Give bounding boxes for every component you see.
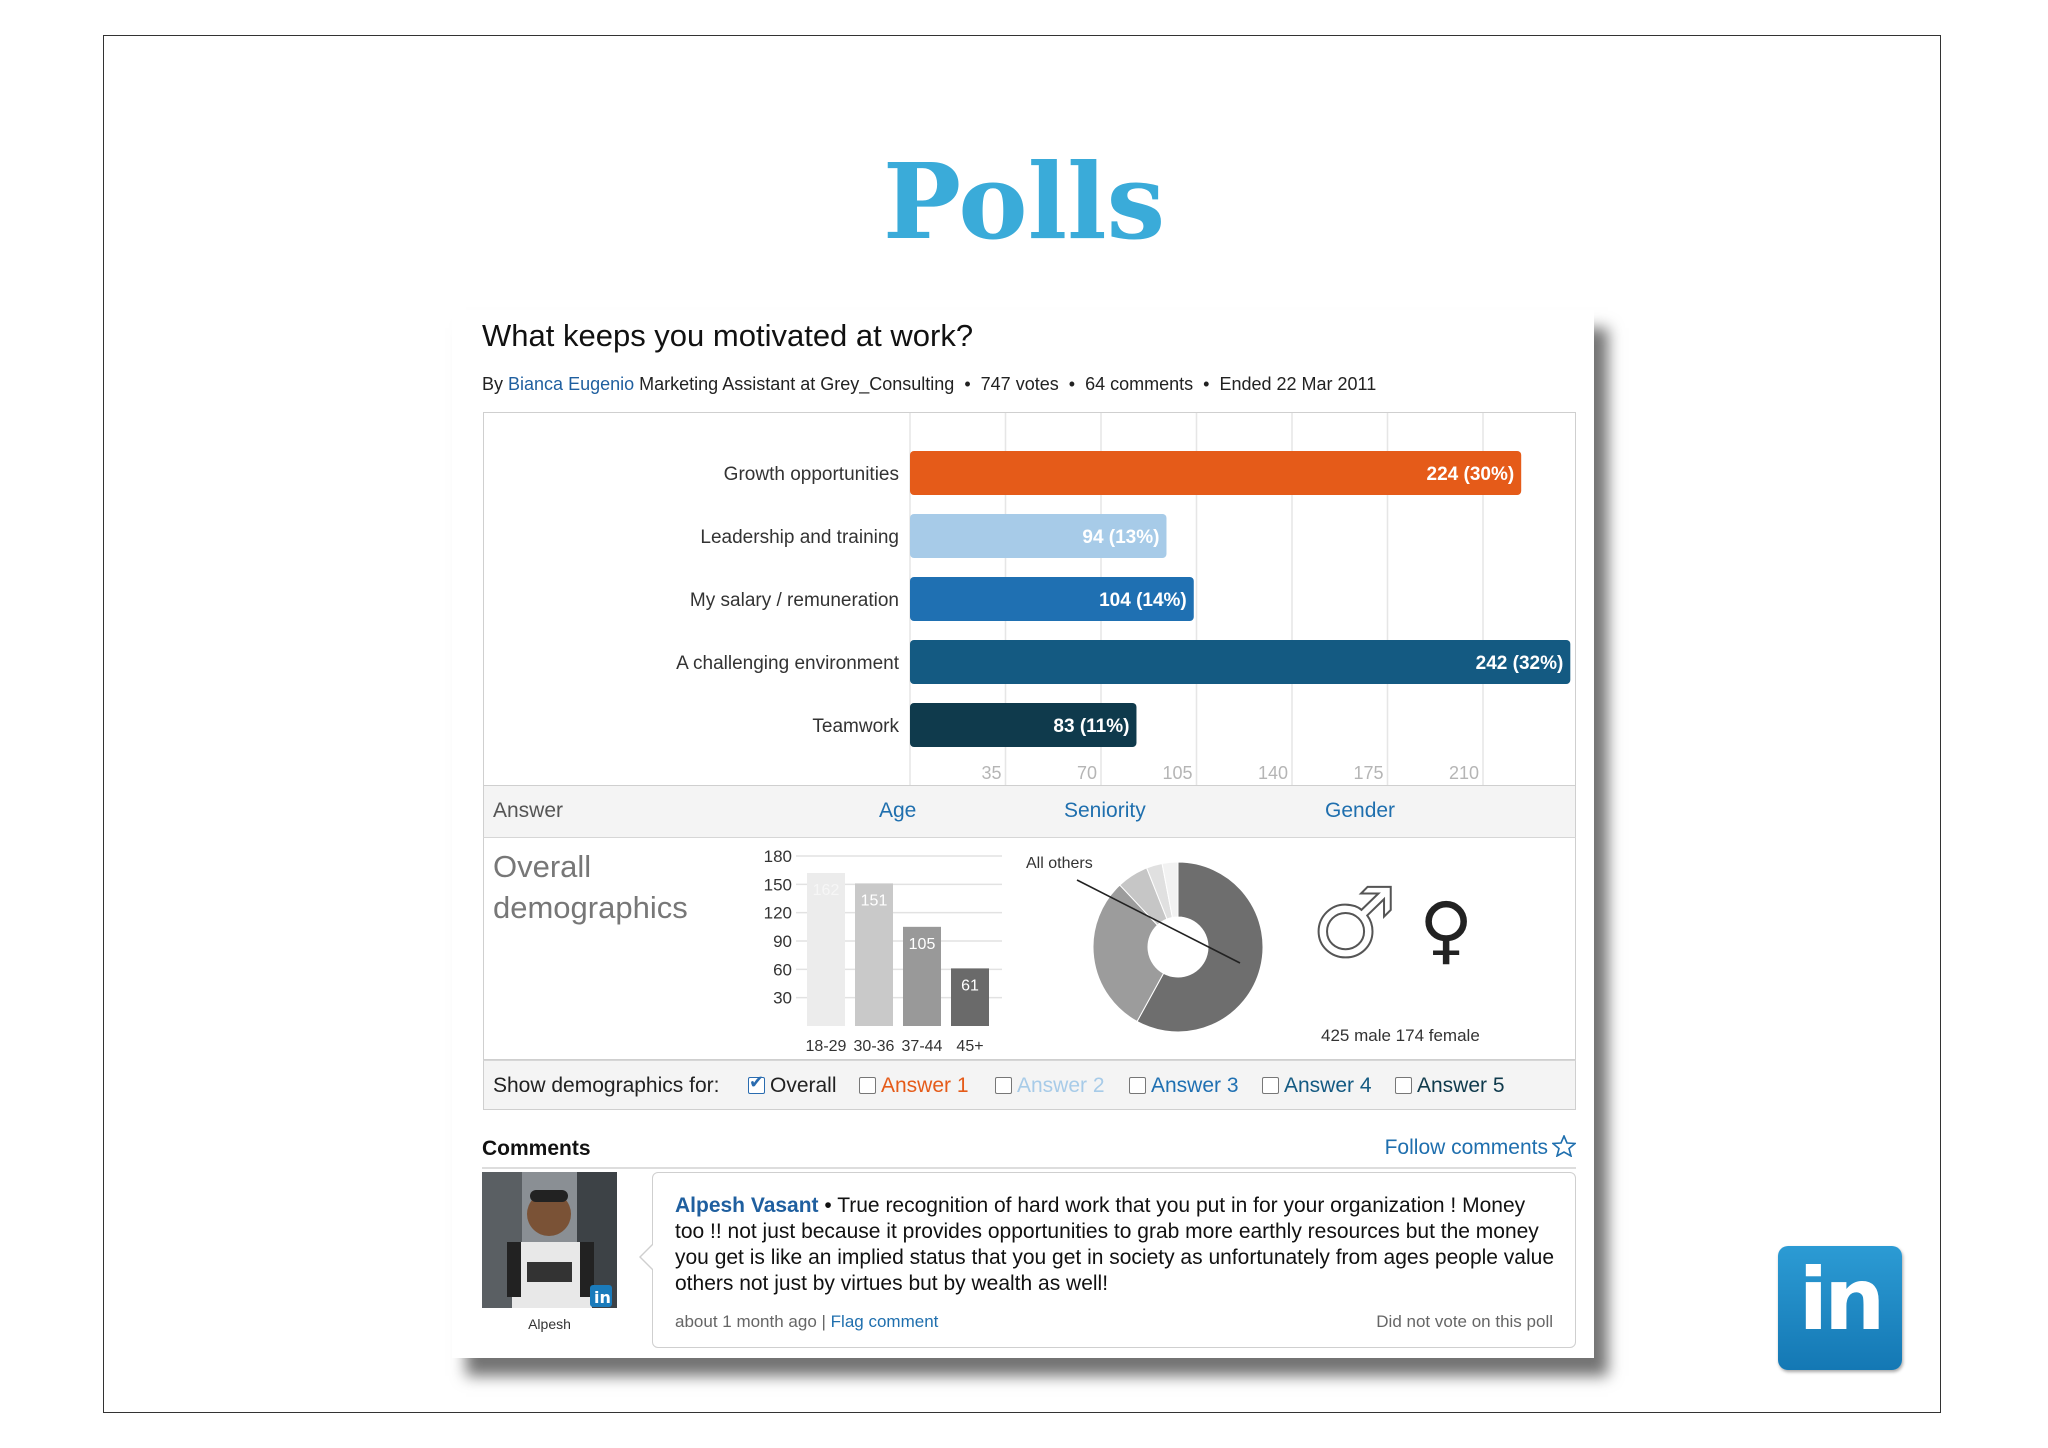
bar-category-label: A challenging environment — [676, 653, 899, 674]
bar-value-label: 224 (30%) — [1426, 464, 1515, 485]
tab-gender[interactable]: Gender — [1325, 799, 1396, 822]
age-bar-value: 162 — [812, 882, 840, 899]
poll-card — [452, 310, 1594, 1358]
age-tick-label: 150 — [763, 875, 792, 895]
x-tick-label: 210 — [1448, 763, 1479, 783]
comment-count[interactable]: 64 comments — [1085, 374, 1194, 394]
bar-category-label: My salary / remuneration — [689, 590, 899, 611]
byline-sep: • — [1068, 374, 1076, 394]
linkedin-logo — [1778, 1246, 1902, 1370]
checkbox-answer-1[interactable]: Answer 1 — [859, 1074, 969, 1098]
byline-sep: • — [1203, 374, 1210, 394]
show-demographics-row — [483, 1060, 1576, 1110]
checkbox-overall[interactable]: ✔ Overall — [748, 1074, 837, 1098]
follow-comments-link[interactable]: Follow comments — [1385, 1135, 1576, 1160]
age-bar-value: 105 — [908, 935, 936, 953]
avatar-caption: Alpesh — [528, 1316, 571, 1332]
age-category-label: 37-44 — [901, 1038, 943, 1055]
tab-age[interactable]: Age — [879, 799, 917, 822]
comments-header — [482, 1127, 1576, 1169]
comment-bubble — [652, 1172, 1576, 1348]
vote-note: Did not vote on this poll — [1376, 1312, 1553, 1331]
age-bar-value: 151 — [860, 892, 888, 910]
avatar[interactable] — [482, 1172, 617, 1308]
bar-category-label: Teamwork — [812, 716, 899, 737]
demographics-panel — [483, 838, 1576, 1060]
show-demographics-label: Show demographics for: — [493, 1074, 720, 1097]
author-link[interactable]: Bianca Eugenio — [508, 374, 635, 394]
checkbox-answer-5[interactable]: Answer 5 — [1395, 1074, 1505, 1098]
bar-category-label: Leadership and training — [700, 527, 899, 548]
comments-heading: Comments — [482, 1137, 591, 1160]
age-category-label: 18-29 — [805, 1038, 847, 1055]
avatar-photo — [482, 1172, 617, 1308]
bubble-tail — [639, 1243, 653, 1271]
linkedin-logo-text: in — [1798, 1250, 1882, 1350]
vote-count: 747 votes — [980, 374, 1059, 394]
bar — [910, 640, 1570, 684]
flag-comment-link[interactable]: Flag comment — [830, 1312, 939, 1331]
x-tick-label: 175 — [1353, 763, 1384, 783]
slide-title: Polls — [882, 140, 1166, 263]
age-tick-label: 120 — [763, 903, 792, 923]
age-tick-label: 30 — [773, 988, 792, 1008]
x-tick-label: 35 — [981, 763, 1002, 783]
svg-text:in: in — [594, 1288, 611, 1307]
age-bar-value: 61 — [961, 977, 979, 995]
checkbox-answer-2[interactable]: Answer 2 — [995, 1074, 1105, 1098]
male-icon: ♂ — [1311, 867, 1398, 979]
tab-answer[interactable]: Answer — [493, 799, 564, 822]
checkbox-answer-3[interactable]: Answer 3 — [1129, 1074, 1239, 1098]
age-tick-label: 60 — [773, 960, 792, 980]
author-role: Marketing Assistant at Grey_Consulting — [639, 374, 955, 394]
meta-sep: | — [821, 1312, 826, 1331]
comment-body: • True recognition of hard work that you put in for your organization ! Money too !! not just because it provides opportunities to grab more earthly resources but the money you get is like an implied status that you get in society as unfortunately from ages people value others not just by virtues but by wealth as well! — [675, 1194, 1555, 1295]
results-chart — [483, 412, 1576, 786]
x-tick-label: 70 — [1076, 763, 1097, 783]
byline-by: By — [482, 374, 504, 394]
bar-value-label: 104 (14%) — [1099, 590, 1187, 611]
x-tick-label: 140 — [1257, 763, 1288, 783]
comment-text — [675, 1193, 1555, 1297]
pie-annotation: All others — [1026, 855, 1093, 872]
age-category-label: 30-36 — [853, 1038, 895, 1055]
comment-meta — [675, 1312, 938, 1332]
comment-time: about 1 month ago — [675, 1312, 817, 1331]
demographics-title: Overall demographics — [493, 849, 688, 925]
bar-category-label: Growth opportunities — [723, 464, 899, 485]
checkbox-answer-4[interactable]: Answer 4 — [1262, 1074, 1372, 1098]
female-icon: ♀ — [1419, 887, 1474, 973]
commenter-name-link[interactable]: Alpesh Vasant — [675, 1194, 819, 1217]
star-icon — [1552, 1135, 1576, 1157]
results-chart-svg — [484, 413, 1576, 786]
gender-caption: 425 male 174 female — [1321, 1026, 1480, 1045]
age-tick-label: 90 — [773, 932, 792, 951]
age-category-label: 45+ — [956, 1038, 984, 1055]
bar-value-label: 83 (11%) — [1053, 716, 1130, 737]
bar-value-label: 242 (32%) — [1475, 653, 1564, 674]
age-tick-label: 180 — [763, 847, 792, 866]
ended-date: Ended 22 Mar 2011 — [1219, 374, 1377, 394]
tab-seniority[interactable]: Seniority — [1064, 799, 1146, 822]
byline-sep: • — [964, 374, 971, 394]
poll-question: What keeps you motivated at work? — [482, 318, 974, 353]
bar-value-label: 94 (13%) — [1082, 527, 1160, 548]
poll-byline — [482, 374, 1376, 395]
demographics-tabs — [483, 786, 1576, 838]
x-tick-label: 105 — [1162, 763, 1193, 783]
